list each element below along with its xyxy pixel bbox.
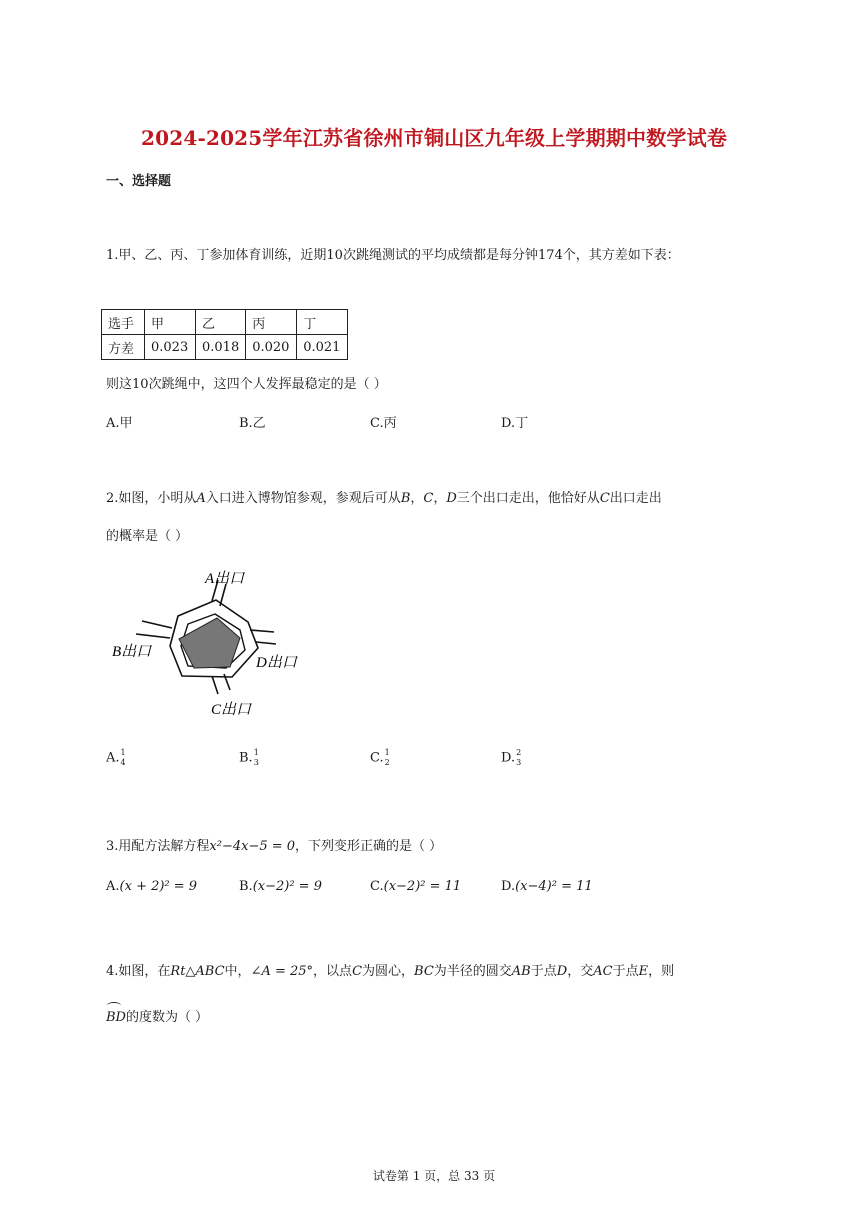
q4-text-8: 于点 xyxy=(612,964,639,979)
q2-text-b: 入口进入博物馆参观，参观后可从 xyxy=(205,491,401,506)
q4-text-5: 为半径的圆交 xyxy=(433,964,512,979)
q1-number-tests: 10 xyxy=(326,248,343,263)
q4-math-6: D xyxy=(556,964,568,979)
fraction xyxy=(385,748,390,768)
q1-text-a: 1.甲、乙、丙、丁参加体育训练，近期 xyxy=(106,248,327,263)
page-title: 2024-2025学年江苏省徐州市铜山区九年级上学期期中数学试卷 xyxy=(140,126,728,150)
q4-text-3: ，以点 xyxy=(313,964,353,979)
q4-line-2-text: 的度数为（ ） xyxy=(125,1010,209,1025)
table-cell: 丙 xyxy=(246,310,297,335)
q3-text-b: ，下列变形正确的是（ ） xyxy=(295,839,443,854)
fraction xyxy=(121,748,126,768)
question-3-text xyxy=(106,835,442,854)
question-4-line-2 xyxy=(106,1006,208,1025)
q2-option-a xyxy=(106,748,126,768)
option-prefix: A. xyxy=(106,750,120,766)
fraction-denominator: 2 xyxy=(384,758,390,767)
q4-math-2: ∠A = 25° xyxy=(250,964,314,979)
label-exit-a: A出口 xyxy=(205,571,245,587)
exit-c-line-left xyxy=(212,676,218,694)
option-prefix: C. xyxy=(370,879,384,894)
q1-text-c: 个，其方差如下表： xyxy=(562,248,680,263)
table-row xyxy=(102,335,348,360)
option-expression: (x−4)² = 11 xyxy=(515,879,593,894)
q3-text-a: 3.用配方法解方程 xyxy=(106,839,210,854)
q4-math-1: Rt△ABC xyxy=(170,964,225,979)
fraction xyxy=(516,748,521,768)
table-row xyxy=(102,310,348,335)
q4-math-8: E xyxy=(638,964,649,979)
arc-label: BD xyxy=(106,1010,126,1025)
table-cell: 选手 xyxy=(102,310,145,335)
q4-text-9: ，则 xyxy=(648,964,675,979)
q2-point-c-2: C xyxy=(599,491,610,506)
q2-sep-2: ， xyxy=(433,491,447,506)
q4-math-4: BC xyxy=(414,964,434,979)
exit-d-line-top xyxy=(250,630,274,632)
q4-math-3: C xyxy=(352,964,363,979)
fraction-denominator: 3 xyxy=(516,758,522,767)
option-prefix: B. xyxy=(239,750,253,766)
q4-text-2: 中， xyxy=(224,964,251,979)
fraction xyxy=(254,748,259,768)
q2-sep-1: ， xyxy=(410,491,424,506)
table-cell: 乙 xyxy=(196,310,246,335)
label-exit-b: B出口 xyxy=(112,644,152,660)
label-exit-c: C出口 xyxy=(211,702,252,718)
q2-text-c: 三个出口走出，他恰好从 xyxy=(456,491,600,506)
table-cell: 0.023 xyxy=(145,335,196,360)
option-prefix: C. xyxy=(370,750,384,766)
q2-point-b: B xyxy=(400,491,411,506)
q3-option-a xyxy=(106,879,197,894)
q1-number-average: 174 xyxy=(537,248,563,263)
q2-point-a: A xyxy=(196,491,206,506)
q3-option-d xyxy=(501,879,593,894)
arc-symbol xyxy=(107,1002,121,1009)
q2-text-d: 出口走出 xyxy=(609,491,662,506)
fraction-denominator: 4 xyxy=(120,758,126,767)
q1-option-d: D.丁 xyxy=(501,416,529,431)
fraction-numerator: 1 xyxy=(253,748,259,757)
arc-notation xyxy=(106,1010,126,1025)
q1-option-c: C.丙 xyxy=(370,416,397,431)
section-heading: 一、选择题 xyxy=(106,174,172,189)
table-cell: 0.018 xyxy=(196,335,246,360)
q2-text-a: 2.如图，小明从 xyxy=(106,491,197,506)
q1-option-a: A.甲 xyxy=(106,416,133,431)
q1-follow-b: 次跳绳中，这四个人发挥最稳定的是（ ） xyxy=(148,377,387,392)
entrance-a-line-right xyxy=(220,584,226,606)
table-cell: 0.020 xyxy=(246,335,297,360)
q4-text-1: 4.如图，在 xyxy=(106,964,171,979)
q2-point-c: C xyxy=(423,491,434,506)
question-2-line-2: 的概率是（ ） xyxy=(106,529,189,544)
q2-option-c xyxy=(370,748,390,768)
fraction-numerator: 1 xyxy=(120,748,126,757)
fraction-denominator: 3 xyxy=(253,758,259,767)
page-footer: 试卷第 1 页，总 33 页 xyxy=(372,1169,496,1183)
table-cell: 0.021 xyxy=(297,335,348,360)
label-exit-d: D出口 xyxy=(256,655,297,671)
q2-point-d: D xyxy=(446,491,457,506)
table-cell: 方差 xyxy=(102,335,145,360)
fraction-numerator: 1 xyxy=(384,748,390,757)
q4-text-7: ，交 xyxy=(567,964,594,979)
option-prefix: D. xyxy=(501,879,516,894)
question-2-text xyxy=(106,487,662,506)
q2-option-b xyxy=(239,748,259,768)
fraction-numerator: 2 xyxy=(516,748,522,757)
option-prefix: B. xyxy=(239,879,253,894)
q3-option-c xyxy=(370,879,461,894)
variance-table xyxy=(101,309,348,360)
museum-figure xyxy=(108,560,318,725)
option-expression: (x + 2)² = 9 xyxy=(119,879,198,894)
table-cell: 丁 xyxy=(297,310,348,335)
option-prefix: D. xyxy=(501,750,516,766)
q1-option-b: B.乙 xyxy=(239,416,266,431)
q4-math-5: AB xyxy=(511,964,531,979)
table-cell: 甲 xyxy=(145,310,196,335)
q1-text-b: 次跳绳测试的平均成绩都是每分钟 xyxy=(342,248,538,263)
option-expression: (x−2)² = 9 xyxy=(252,879,322,894)
q2-option-d xyxy=(501,748,521,768)
exit-b-line-top xyxy=(142,621,172,628)
question-1-text xyxy=(106,244,680,263)
exit-d-line-bottom xyxy=(256,642,276,644)
q1-follow-a: 则这 xyxy=(106,377,133,392)
q4-text-4: 为圆心， xyxy=(362,964,415,979)
q4-math-7: AC xyxy=(593,964,613,979)
q1-follow-number: 10 xyxy=(132,377,149,392)
option-prefix: A. xyxy=(106,879,120,894)
q3-equation: x²−4x−5 = 0 xyxy=(209,839,296,854)
q4-text-6: 于点 xyxy=(530,964,557,979)
exit-b-line-bottom xyxy=(136,634,170,638)
question-1-follow xyxy=(106,373,387,392)
option-expression: (x−2)² = 11 xyxy=(383,879,462,894)
q3-option-b xyxy=(239,879,322,894)
question-4-text xyxy=(106,960,674,979)
